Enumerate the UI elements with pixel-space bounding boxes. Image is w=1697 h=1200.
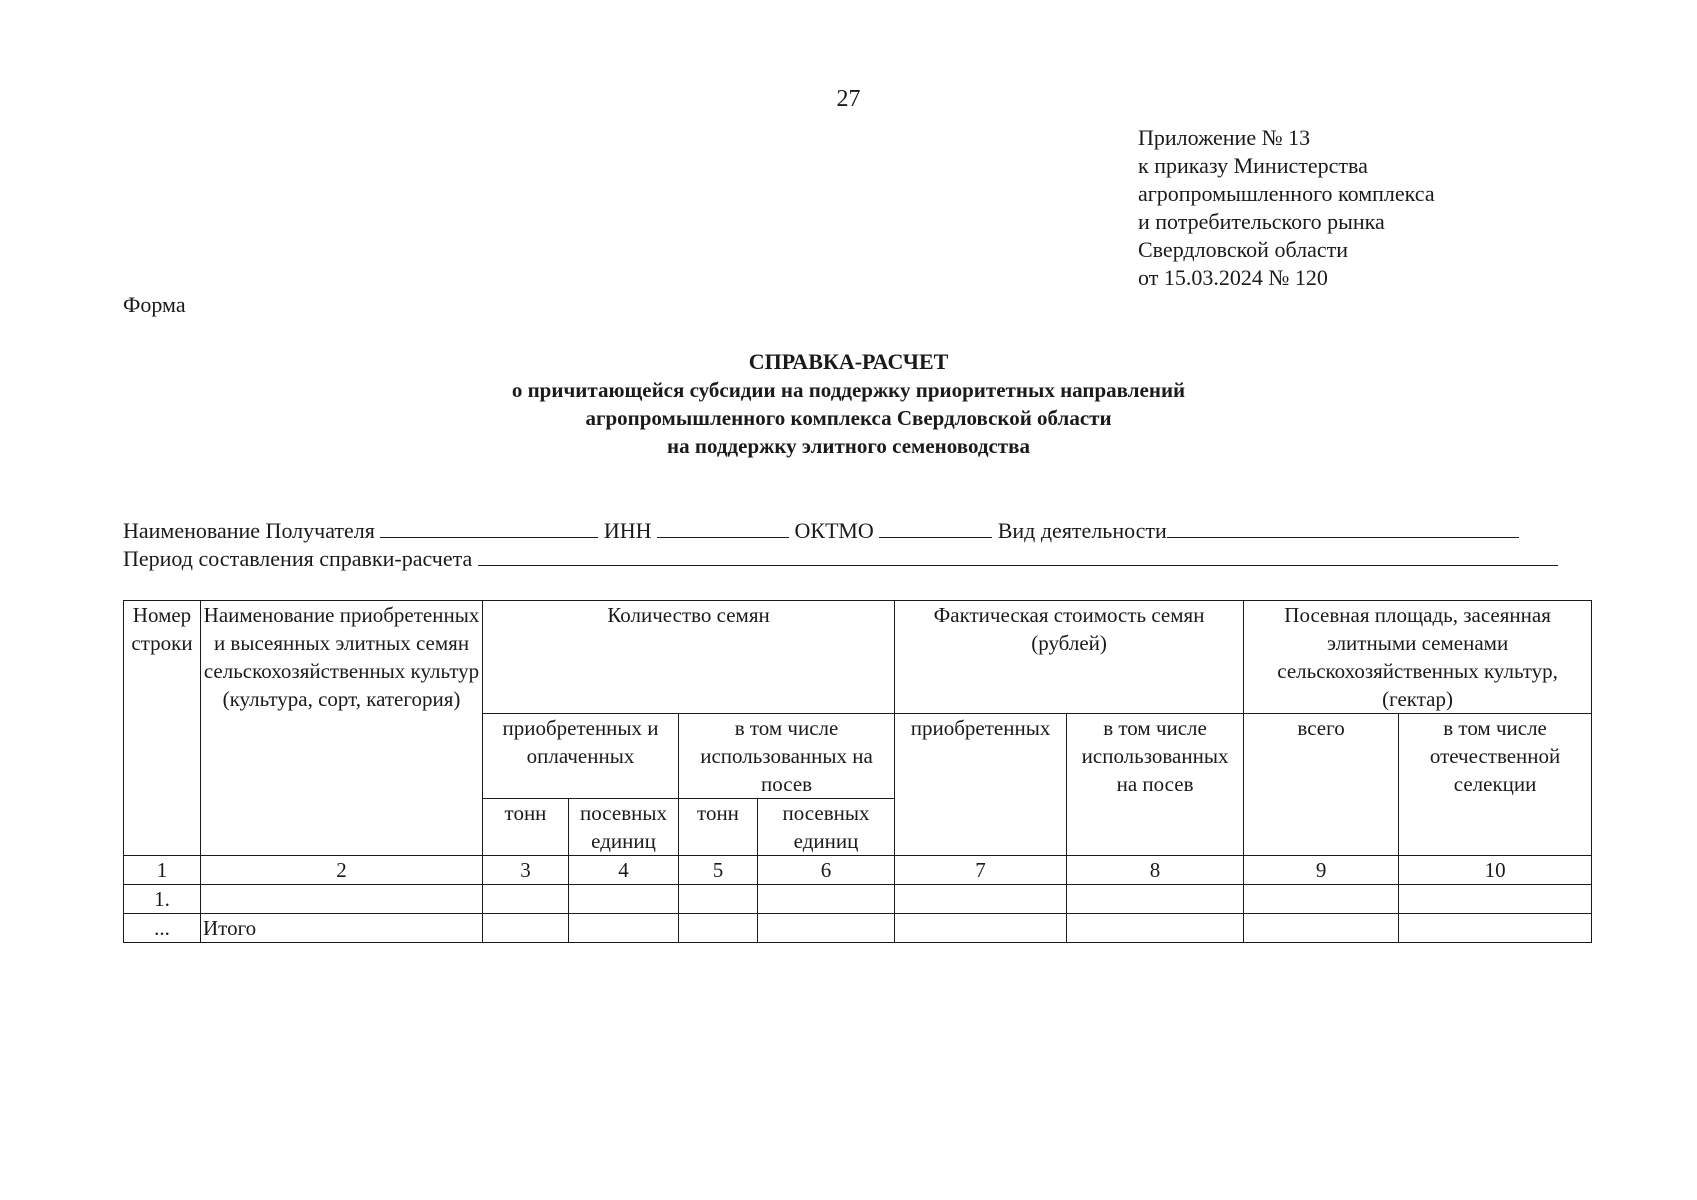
period-blank[interactable]: [478, 547, 1558, 566]
data-cell[interactable]: [1067, 885, 1244, 914]
row-number-cell: 1.: [124, 885, 201, 914]
header-area-total: всего: [1244, 714, 1399, 856]
oktmo-blank[interactable]: [879, 519, 992, 538]
data-cell[interactable]: [679, 914, 758, 943]
title-line: на поддержку элитного семеноводства: [667, 434, 1030, 458]
appendix-line: агропромышленного комплекса: [1138, 181, 1435, 206]
period-label: Период составления справки-расчета: [123, 546, 473, 571]
data-cell[interactable]: [1067, 914, 1244, 943]
form-label: Форма: [123, 292, 186, 317]
column-number: 7: [895, 856, 1067, 885]
appendix-line: и потребительского рынка: [1138, 209, 1385, 234]
header-seed-quantity: Количество семян: [483, 601, 895, 714]
table-row: [124, 885, 1592, 914]
recipient-fields-row: [123, 518, 1519, 544]
title-line: о причитающейся субсидии на поддержку приоритетных направлений: [511, 378, 1186, 402]
data-cell[interactable]: [569, 914, 679, 943]
column-number: 6: [758, 856, 895, 885]
header-purchased: приобретенных: [895, 714, 1067, 856]
header-purchased-paid: приобретенных и оплаченных: [483, 714, 679, 799]
column-number: 3: [483, 856, 569, 885]
data-cell[interactable]: [895, 885, 1067, 914]
header-crop-name: Наименование приобретенных и высеянных элитных семян сельскохозяйственных культур (культура, сорт, категория): [201, 601, 483, 856]
header-seed-units: посевных единиц: [758, 799, 895, 856]
total-label-cell: Итого: [201, 914, 483, 943]
column-number: 8: [1067, 856, 1244, 885]
header-cost-used-for-sowing: в том числе использованных на посев: [1067, 714, 1244, 856]
page-number: 27: [836, 86, 861, 112]
column-number: 1: [124, 856, 201, 885]
activity-blank[interactable]: [1167, 519, 1519, 538]
inn-label: ИНН: [603, 518, 652, 543]
header-row-number: Номер строки: [124, 601, 201, 856]
crop-name-cell[interactable]: [201, 885, 483, 914]
appendix-line: Свердловской области: [1138, 237, 1348, 262]
table-row-total: [124, 914, 1592, 943]
column-number: 5: [679, 856, 758, 885]
recipient-label: Наименование Получателя: [123, 518, 375, 543]
data-cell[interactable]: [569, 885, 679, 914]
header-domestic-selection: в том числе отечественной селекции: [1399, 714, 1592, 856]
header-sown-area: Посевная площадь, засеянная элитными семенами сельскохозяйственных культур, (гектар): [1244, 601, 1592, 714]
data-cell[interactable]: [1399, 914, 1592, 943]
data-cell[interactable]: [679, 885, 758, 914]
inn-blank[interactable]: [657, 519, 789, 538]
data-cell[interactable]: [483, 914, 569, 943]
period-fields-row: [123, 546, 1558, 572]
data-cell[interactable]: [758, 914, 895, 943]
column-number: 4: [569, 856, 679, 885]
header-seed-units: посевных единиц: [569, 799, 679, 856]
column-number: 10: [1399, 856, 1592, 885]
appendix-block: [1138, 124, 1435, 292]
subsidy-calculation-table: [123, 600, 1592, 943]
data-cell[interactable]: [1244, 885, 1399, 914]
data-cell[interactable]: [758, 885, 895, 914]
title-main: СПРАВКА-РАСЧЕТ: [748, 349, 949, 374]
data-cell[interactable]: [483, 885, 569, 914]
appendix-line: Приложение № 13: [1138, 125, 1311, 150]
data-cell[interactable]: [1399, 885, 1592, 914]
oktmo-label: ОКТМО: [794, 518, 874, 543]
recipient-blank[interactable]: [380, 519, 598, 538]
activity-label: Вид деятельности: [997, 518, 1167, 543]
document-title: [0, 348, 1697, 460]
appendix-line: от 15.03.2024 № 120: [1138, 265, 1328, 290]
column-number: 2: [201, 856, 483, 885]
header-tons: тонн: [483, 799, 569, 856]
header-tons: тонн: [679, 799, 758, 856]
data-cell[interactable]: [895, 914, 1067, 943]
column-number: 9: [1244, 856, 1399, 885]
data-cell[interactable]: [1244, 914, 1399, 943]
appendix-line: к приказу Министерства: [1138, 153, 1368, 178]
header-actual-cost: Фактическая стоимость семян (рублей): [895, 601, 1244, 714]
header-used-for-sowing: в том числе использованных на посев: [679, 714, 895, 799]
row-number-cell: ...: [124, 914, 201, 943]
title-line: агропромышленного комплекса Свердловской области: [585, 406, 1112, 430]
